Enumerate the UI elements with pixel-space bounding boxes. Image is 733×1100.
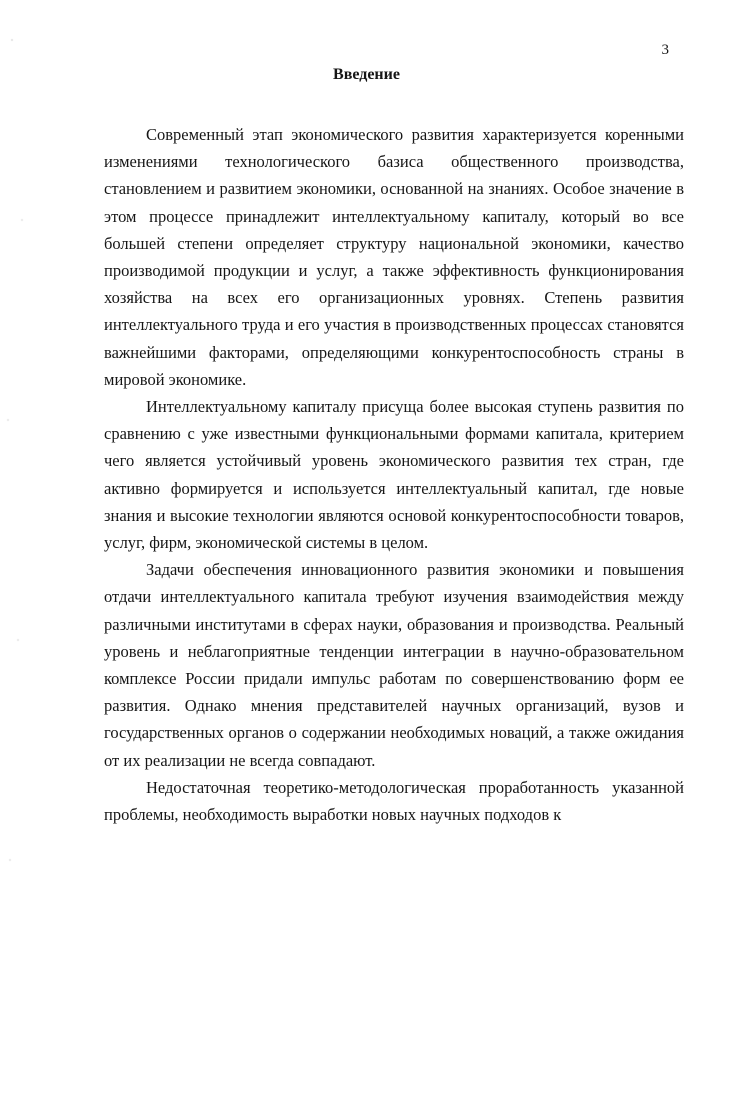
body-text: [104, 121, 684, 828]
section-heading: Введение: [333, 66, 400, 83]
page-number: 3: [661, 42, 669, 58]
scan-edge-noise: [0, 0, 40, 1000]
paragraph-4: Недостаточная теоретико-методологическая проработанность указанной проблемы, необходимость выработки новых научных подходов к: [104, 777, 684, 825]
paragraph-2: Интеллектуальному капиталу присуща более высокая ступень развития по сравнению с уже известными функциональными формами капитала, критерием чего является устойчивый уровень экономического развития тех стран, где активно формируется и используется интеллектуальный капитал, где новые знания и высокие технологии являются основой конкурентоспособности товаров, услуг, фирм, экономической системы в целом.: [104, 397, 684, 553]
paragraph-1: Современный этап экономического развития характеризуется коренными изменениями технологического базиса общественного производства, становлением и развитием экономики, основанной на знаниях. Особое значение в этом процессе принадлежит интеллектуальному капиталу, который во все большей степени определяет структуру национальной экономики, качество производимой продукции и услуг, а также эффективность функционирования хозяйства на всех его организационных уровнях. Степень развития интеллектуального труда и его участия в производственных процессах становятся важнейшими факторами, определяющими конкурентоспособность страны в мировой экономике.: [104, 125, 684, 389]
paragraph-3: Задачи обеспечения инновационного развития экономики и повышения отдачи интеллектуального капитала требуют изучения взаимодействия между различными институтами в сферах науки, образования и производства. Реальный уровень и неблагоприятные тенденции интеграции в научно-образовательном комплексе России придали импульс работам по совершенствованию форм ее развития. Однако мнения представителей научных организаций, вузов и государственных органов о содержании необходимых новаций, а также ожидания от их реализации не всегда совпадают.: [104, 560, 684, 770]
